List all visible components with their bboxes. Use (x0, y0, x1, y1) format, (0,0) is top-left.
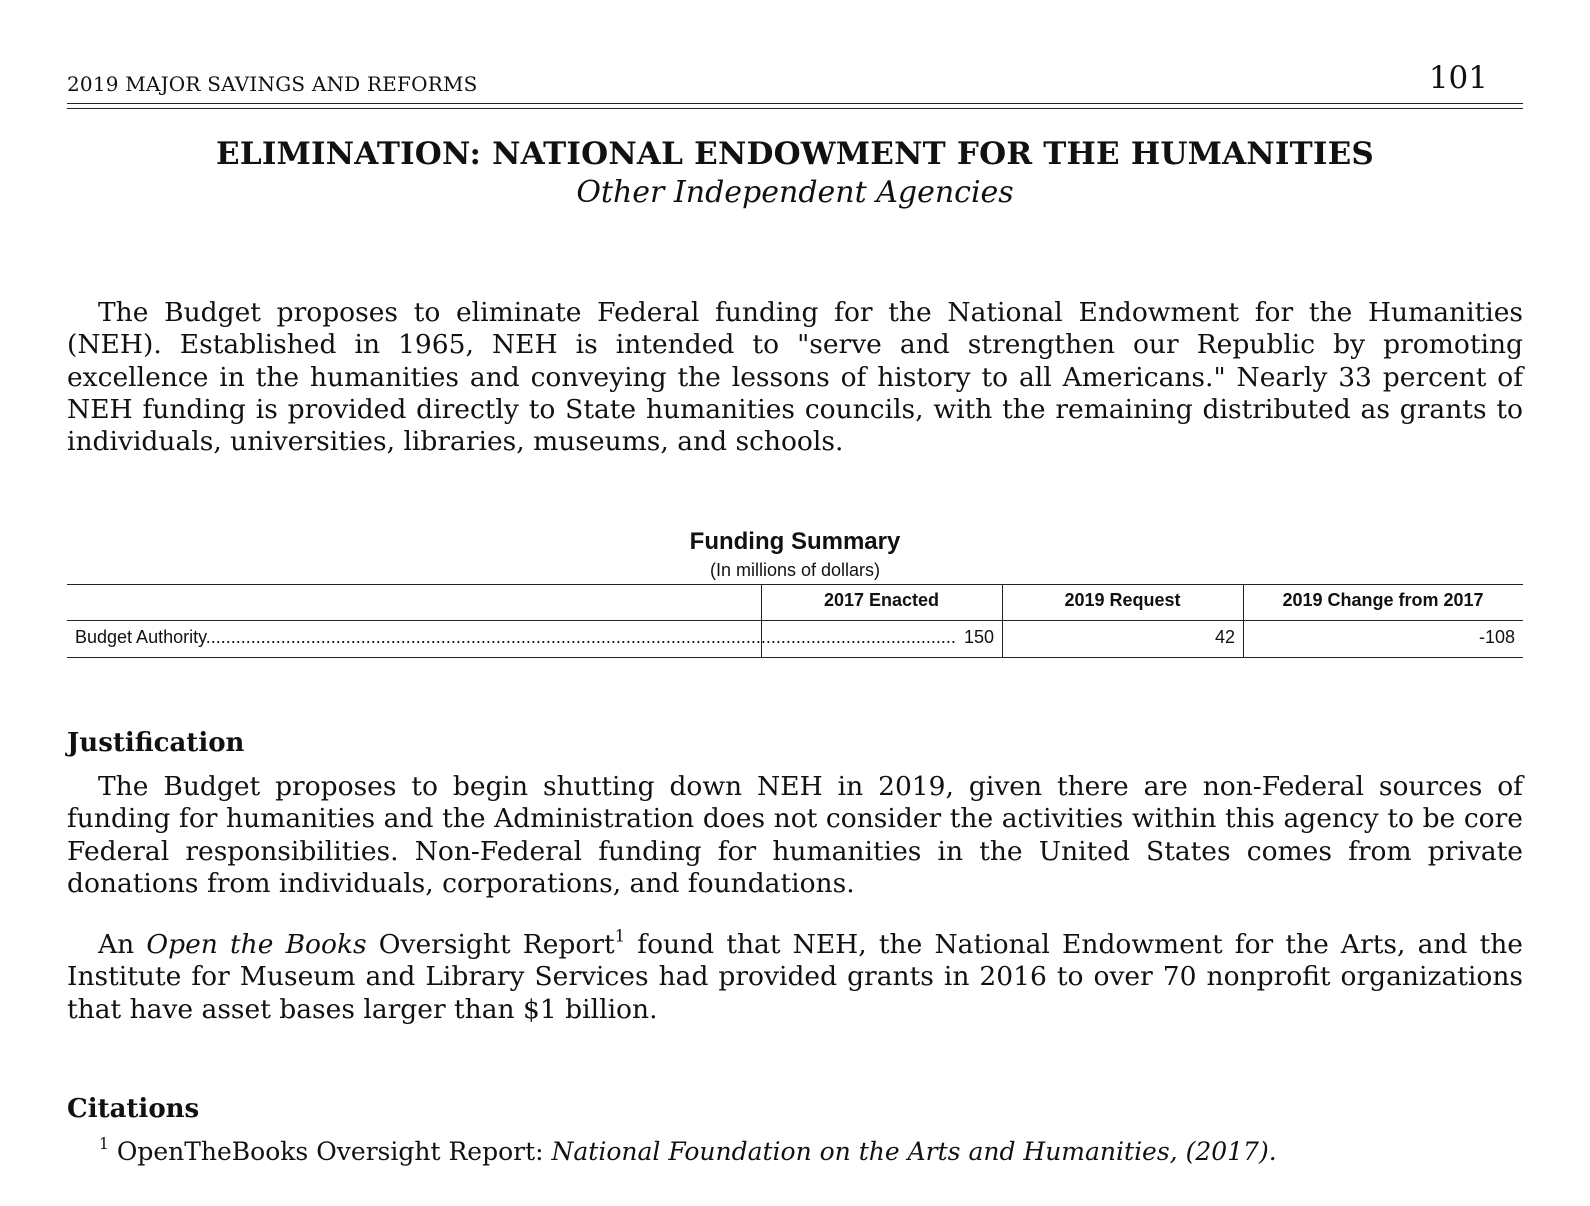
running-header: 2019 MAJOR SAVINGS AND REFORMS (67, 72, 478, 96)
table-cell-2019-change: -108 (1478, 627, 1515, 647)
table-title: Funding Summary (689, 528, 901, 555)
citation-item (99, 1137, 1277, 1166)
table-cell-2019-request: 42 (1214, 627, 1235, 647)
citations-heading: Citations (67, 1094, 200, 1124)
table-units: (In millions of dollars) (709, 560, 881, 580)
column-header: 2017 Enacted (823, 590, 940, 610)
justification-heading: Justification (67, 728, 245, 758)
report-suffix: Oversight Report (366, 929, 615, 960)
table-bottom-rule (67, 657, 1523, 658)
report-name: Open the Books (146, 929, 367, 960)
row-label-text: Budget Authority (75, 627, 206, 647)
table-top-rule (67, 584, 1523, 585)
table-row-label (75, 623, 956, 651)
citation-marker: 1 (99, 1135, 109, 1154)
citation-title: National Foundation on the Arts and Humanities, (2017). (551, 1137, 1277, 1166)
footnote-marker: 1 (614, 926, 626, 946)
funding-summary-table (67, 590, 1523, 674)
table-cell-2017-enacted: 150 (963, 627, 994, 647)
header-rule-double (67, 108, 1523, 109)
paragraph-lead: An (98, 929, 147, 960)
row-leader-dots: ...................................................................................................................................................... (205, 627, 956, 647)
citation-source: OpenTheBooks Oversight Report: (116, 1137, 552, 1166)
paragraph-rest: found that NEH, the National Endowment for the Arts, and the Institute for Museum and Library Services had provided grants in 2016 to over 70 nonprofit organizations that have asset bases larger than $1 billion. (67, 929, 1523, 1025)
intro-paragraph: The Budget proposes to eliminate Federal funding for the National Endowment for the Humanities (NEH). Established in 1965, NEH is intended to "serve and strengthen our Republic by promoting excellence in the humanities and conveying the lessons of history to all Americans." Nearly 33 percent of NEH funding is provided directly to State humanities councils, with the remaining distributed as grants to individuals, universities, libraries, museums, and schools. (67, 297, 1523, 458)
justification-paragraph: The Budget proposes to begin shutting down NEH in 2019, given there are non-Federal sources of funding for humanities and the Administration does not consider the activities within this agency to be core Federal responsibilities. Non-Federal funding for humanities in the United States comes from private donations from individuals, corporations, and foundations. (67, 771, 1523, 899)
table-header-rule (67, 620, 1523, 621)
header-rule (67, 103, 1523, 104)
oversight-paragraph (67, 926, 1523, 1026)
page-number: 101 (1428, 60, 1488, 96)
column-header: 2019 Request (1064, 590, 1181, 610)
agency-subtitle: Other Independent Agencies (576, 175, 1014, 210)
column-header: 2019 Change from 2017 (1282, 590, 1484, 610)
page-title: ELIMINATION: NATIONAL ENDOWMENT FOR THE HUMANITIES (216, 136, 1374, 172)
